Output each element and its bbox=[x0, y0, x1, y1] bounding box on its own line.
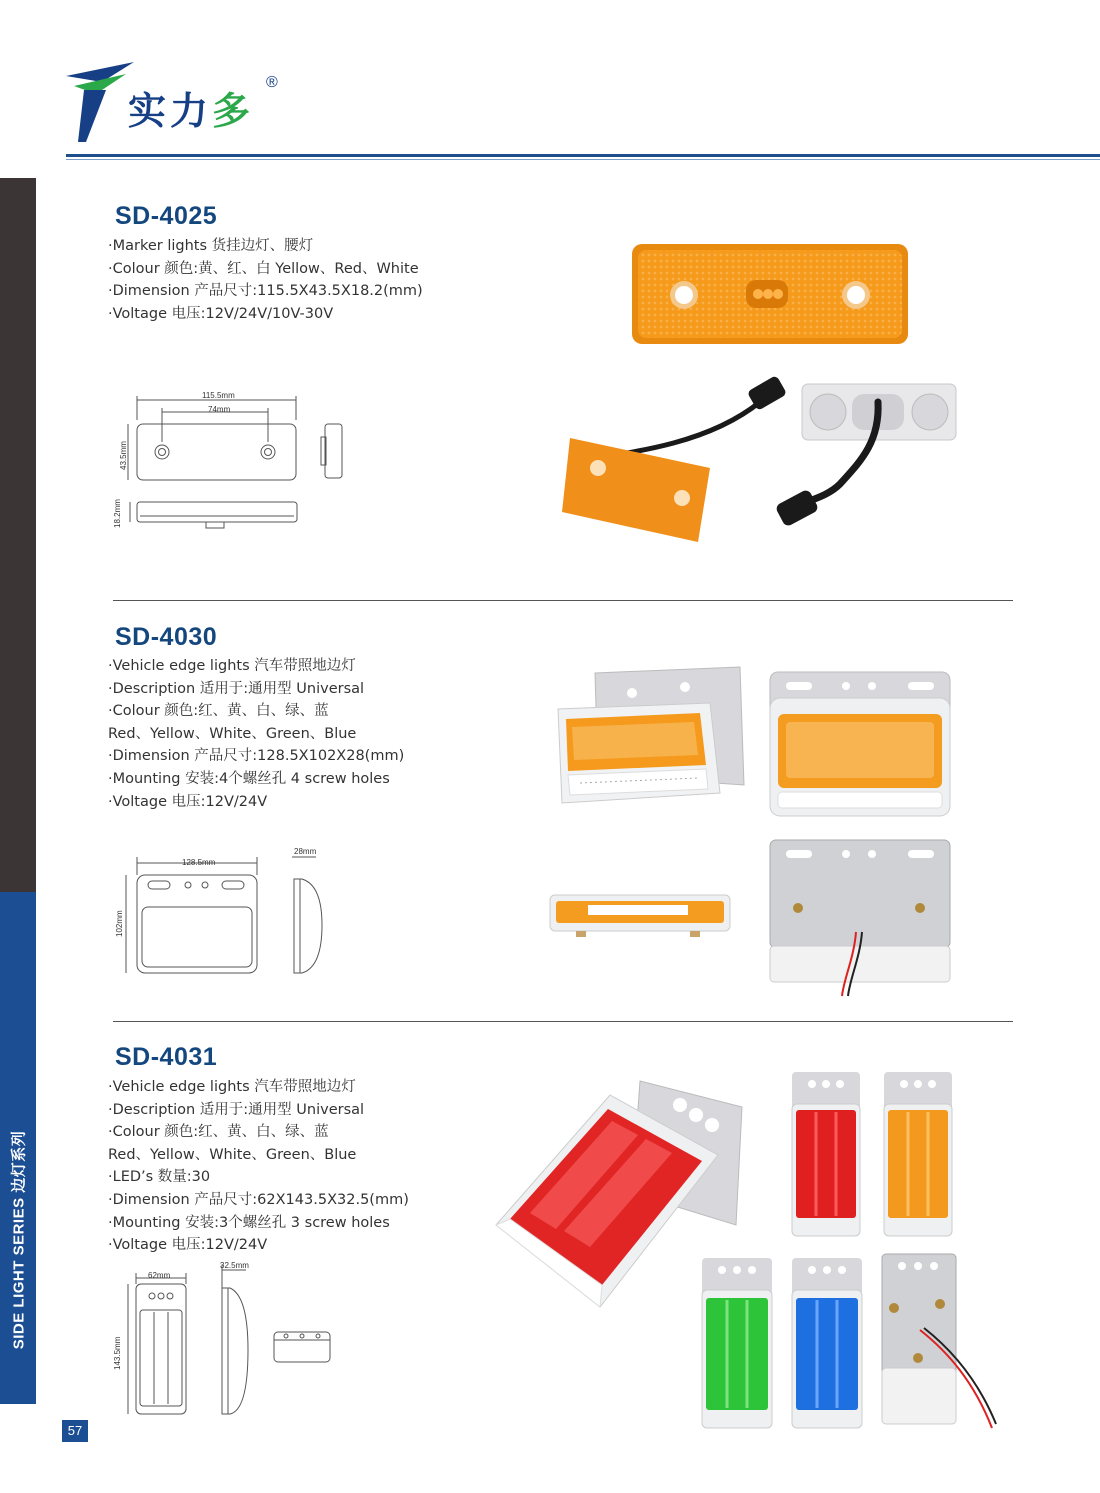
product-photo-sd-4030-side bbox=[548, 893, 733, 938]
brand-name: 实力多 bbox=[128, 89, 255, 133]
sidebar-dark-band bbox=[0, 178, 36, 892]
spec-line: ·Voltage 电压:12V/24V/10V-30V bbox=[108, 305, 334, 322]
model-title-sd-4031: SD-4031 bbox=[115, 1043, 218, 1071]
brand-swoosh-icon bbox=[66, 60, 136, 145]
dim-height-label: 143.5mm bbox=[113, 1336, 122, 1370]
spec-line: ·Voltage 电压:12V/24V bbox=[108, 793, 268, 810]
dimension-drawing-sd-4030 bbox=[110, 845, 350, 980]
dim-inner-label: 74mm bbox=[208, 405, 231, 414]
spec-line: ·LED’s 数量:30 bbox=[108, 1169, 211, 1186]
dim-width-label: 62mm bbox=[148, 1271, 171, 1280]
dimension-drawing-sd-4031 bbox=[108, 1260, 348, 1420]
header-rule-thin bbox=[66, 159, 1100, 160]
registered-mark: ® bbox=[266, 74, 278, 91]
product-photo-sd-4025-front bbox=[628, 240, 914, 350]
variant-photo-back bbox=[878, 1252, 1000, 1442]
product-photo-sd-4025-rear bbox=[560, 372, 970, 552]
dim-depth-label: 28mm bbox=[294, 847, 317, 856]
series-label: SIDE LIGHT SERIES 边灯系列 bbox=[10, 1130, 28, 1350]
page-number: 57 bbox=[62, 1420, 88, 1442]
spec-line: ·Voltage 电压:12V/24V bbox=[108, 1237, 268, 1254]
product-photo-sd-4030-back bbox=[768, 838, 953, 998]
variant-photo-amber bbox=[882, 1070, 954, 1240]
spec-line: Red、Yellow、White、Green、Blue bbox=[108, 1146, 357, 1163]
spec-line: ·Description 适用于:通用型 Universal bbox=[108, 680, 365, 697]
variant-photo-red bbox=[790, 1070, 862, 1240]
dim-width-label: 115.5mm bbox=[202, 392, 235, 400]
spec-line: ·Marker lights 货挂边灯、腰灯 bbox=[108, 238, 314, 254]
spec-line: ·Vehicle edge lights 汽车带照地边灯 bbox=[108, 658, 356, 674]
spec-line: ·Mounting 安装:4个螺丝孔 4 screw holes bbox=[108, 770, 390, 787]
dim-height-label: 43.5mm bbox=[119, 441, 128, 470]
section-divider bbox=[113, 1021, 1013, 1022]
spec-line: ·Vehicle edge lights 汽车带照地边灯 bbox=[108, 1079, 356, 1095]
dim-depth-label: 32.5mm bbox=[220, 1261, 249, 1270]
spec-line: ·Description 适用于:通用型 Universal bbox=[108, 1101, 365, 1118]
spec-line: ·Colour 颜色:红、黄、白、绿、蓝 bbox=[108, 1124, 329, 1141]
spec-line: ·Dimension 产品尺寸:128.5X102X28(mm) bbox=[108, 748, 405, 765]
header-rule bbox=[66, 154, 1100, 157]
spec-list-sd-4030 bbox=[108, 655, 404, 813]
model-title-sd-4030: SD-4030 bbox=[115, 623, 218, 651]
dim-height-label: 102mm bbox=[115, 910, 124, 937]
spec-line: ·Colour 颜色:黄、红、白 Yellow、Red、White bbox=[108, 260, 419, 277]
spec-list-sd-4025 bbox=[108, 235, 423, 325]
spec-line: ·Colour 颜色:红、黄、白、绿、蓝 bbox=[108, 703, 329, 720]
dim-width-label: 128.5mm bbox=[182, 858, 216, 867]
variant-photo-blue bbox=[790, 1256, 864, 1431]
model-title-sd-4025: SD-4025 bbox=[115, 202, 218, 230]
spec-line: ·Dimension 产品尺寸:115.5X43.5X18.2(mm) bbox=[108, 283, 423, 300]
spec-list-sd-4031 bbox=[108, 1076, 409, 1257]
dimension-drawing-sd-4025 bbox=[110, 392, 360, 532]
spec-line: Red、Yellow、White、Green、Blue bbox=[108, 725, 357, 742]
product-photo-sd-4030-front bbox=[768, 670, 953, 818]
product-photo-sd-4030-angle bbox=[540, 665, 750, 820]
section-divider bbox=[113, 600, 1013, 601]
dim-depth-label: 18.2mm bbox=[113, 499, 122, 528]
spec-line: ·Dimension 产品尺寸:62X143.5X32.5(mm) bbox=[108, 1191, 409, 1208]
spec-line: ·Mounting 安装:3个螺丝孔 3 screw holes bbox=[108, 1214, 390, 1231]
brand-logo bbox=[66, 60, 306, 145]
variant-photo-green bbox=[700, 1256, 774, 1431]
